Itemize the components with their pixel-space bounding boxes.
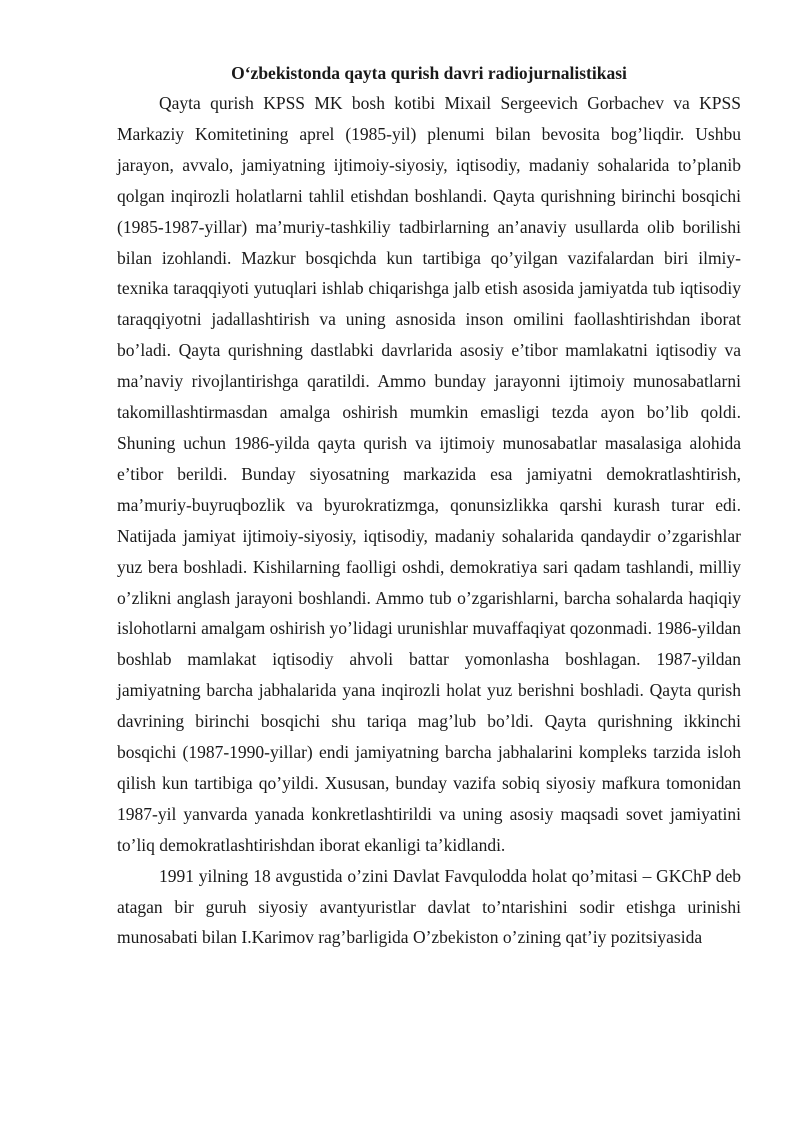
document-page <box>117 58 741 953</box>
paragraph: 1991 yilning 18 avgustida o’zini Davlat Favqulodda holat qo’mitasi – GKChP deb atagan bir guruh siyosiy avantyuristlar davlat to’ntarishini sodir etishga urinishi munosabati bilan I.Karimov rag’barligida O’zbekiston o’zining qat’iy pozitsiyasida <box>117 865 741 948</box>
paragraph: Qayta qurish KPSS MK bosh kotibi Mixail Sergeevich Gorbachev va KPSS Markaziy Komitetining aprel (1985-yil) plenumi bilan bevosita bog’liqdir. Ushbu jarayon, avvalo, jamiyatning ijtimoiy-siyosiy, iqtisodiy, madaniy sohalarida to’planib qolgan inqirozli holatlarni tahlil etishdan boshlandi. Qayta qurishning birinchi bosqichi (1985-1987-yillar) ma’muriy-tashkiliy tadbirlarning an’anaviy usullarda olib borilishi bilan izohlandi. Mazkur bosqichda kun tartibiga qo’yilgan vazifalardan biri ilmiy-texnika taraqqiyoti yutuqlari ishlab chiqarishga jalb etish asosida jamiyatda tub iqtisodiy taraqqiyotni jadallashtirish va uning asnosida inson omilini faollashtirishdan iborat bo’ladi. Qayta qurishning dastlabki davrlarida asosiy e’tibor mamlakatni iqtisodiy va ma’naviy rivojlantirishga qaratildi. Ammo bunday jarayonni ijtimoiy munosabatlarni takomillashtirmasdan amalga oshirish mumkin emasligi tezda ayon bo’lib qoldi. Shuning uchun 1986-yilda qayta qurish va ijtimoiy munosabatlar masalasiga alohida e’tibor berildi. Bunday siyosatning markazida esa jamiyatni demokratlashtirish, ma’muriy-buyruqbozlik va byurokratizmga, qonunsizlikka qarshi kurash turar edi. Natijada jamiyat ijtimoiy-siyosiy, iqtisodiy, madaniy sohalarida qandaydir o’zgarishlar yuz bera boshladi. Kishilarning faolligi oshdi, demokratiya sari qadam tashlandi, milliy o’zlikni anglash jarayoni boshlandi. Ammo tub o’zgarishlarni, barcha sohalarda haqiqiy islohotlarni amalgam oshirish yo’lidagi urunishlar muvaffaqiyat qozonmadi. 1986-yildan boshlab mamlakat iqtisodiy ahvoli battar yomonlasha boshlagan. 1987-yildan jamiyatning barcha jabhalarida yana inqirozli holat yuz berishni boshladi. Qayta qurish davrining birinchi bosqichi shu tariqa mag’lub bo’ldi. Qayta qurishning ikkinchi bosqichi (1987-1990-yillar) endi jamiyatning barcha jabhalarini kompleks tarzida isloh qilish kun tartibiga qo’yildi. Xususan, bunday vazifa sobiq siyosiy mafkura tomonidan 1987-yil yanvarda yanada konkretlashtirildi va uning asosiy maqsadi sovet jamiyatini to’liq demokratlashtirishdan iborat ekanligi ta’kidlandi. <box>117 93 741 855</box>
document-title: O‘zbekistonda qayta qurish davri radiojurnalistikasi <box>231 63 627 83</box>
